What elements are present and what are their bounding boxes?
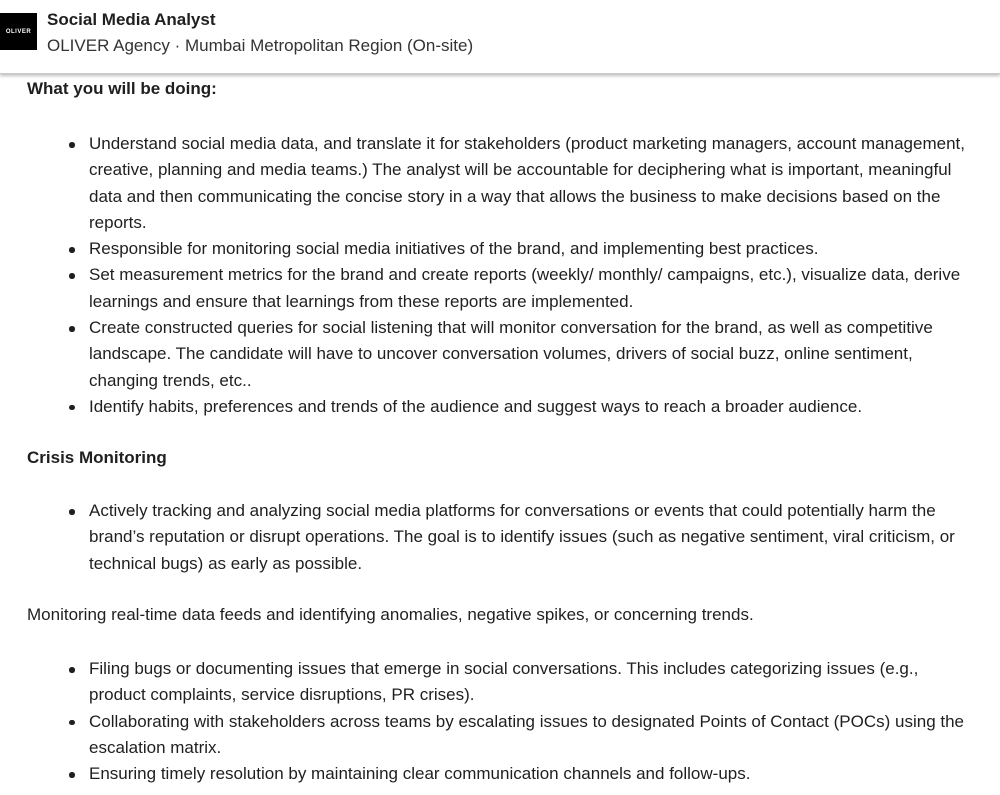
list-item: Ensuring timely resolution by maintaining clear communication channels and follow-ups. xyxy=(89,761,969,787)
list-item: Filing bugs or documenting issues that emerge in social conversations. This includes categorizing issues (e.g., product complaints, service disruptions, PR crises). xyxy=(89,656,969,709)
list-item: Actively tracking and analyzing social media platforms for conversations or events that could potentially harm the brand’s reputation or disrupt operations. The goal is to identify issues (such as negative sentiment, viral criticism, or technical bugs) as early as possible. xyxy=(89,498,969,577)
list-item: Responsible for monitoring social media initiatives of the brand, and implementing best practices. xyxy=(89,236,969,262)
company-logo[interactable]: OLIVER xyxy=(0,13,37,50)
crisis-list xyxy=(0,498,969,577)
monitoring-list xyxy=(0,656,969,787)
section-heading-doing: What you will be doing: xyxy=(27,79,217,98)
job-title[interactable]: Social Media Analyst xyxy=(47,10,216,29)
doing-list xyxy=(0,131,969,420)
list-item: Create constructed queries for social listening that will monitor conversation for the brand, as well as competitive landscape. The candidate will have to uncover conversation volumes, drivers of social buzz, online sentiment, changing trends, etc.. xyxy=(89,315,969,394)
list-item: Collaborating with stakeholders across teams by escalating issues to designated Points of Contact (POCs) using the escalation matrix. xyxy=(89,709,969,762)
sticky-job-header xyxy=(0,0,1000,74)
list-item: Understand social media data, and translate it for stakeholders (product marketing managers, account management, creative, planning and media teams.) The analyst will be accountable for deciphering what is important, meaningful data and then communicating the concise story in a way that allows the business to make decisions based on the reports. xyxy=(89,131,969,236)
job-description xyxy=(0,74,1000,795)
job-subtitle: OLIVER Agency · Mumbai Metropolitan Region (On-site) xyxy=(47,36,474,55)
section-heading-crisis: Crisis Monitoring xyxy=(27,448,167,467)
monitoring-paragraph: Monitoring real-time data feeds and identifying anomalies, negative spikes, or concerning trends. xyxy=(27,605,754,624)
list-item: Identify habits, preferences and trends of the audience and suggest ways to reach a broader audience. xyxy=(89,394,969,420)
list-item: Set measurement metrics for the brand and create reports (weekly/ monthly/ campaigns, etc.), visualize data, derive learnings and ensure that learnings from these reports are implemented. xyxy=(89,262,969,315)
